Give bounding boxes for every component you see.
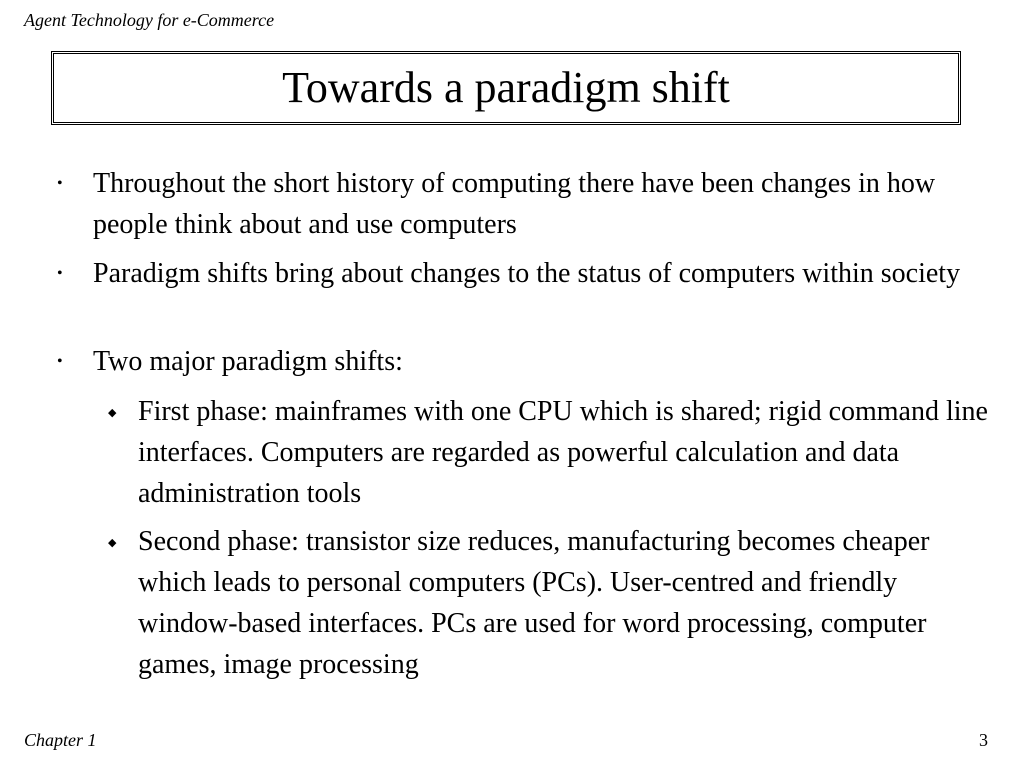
footer-page-number: 3 bbox=[979, 730, 988, 750]
title-box bbox=[51, 51, 961, 125]
bullet-item bbox=[57, 253, 993, 294]
bullet-text: Paradigm shifts bring about changes to the status of computers within society bbox=[93, 258, 961, 289]
header-course-title: Agent Technology for e-Commerce bbox=[24, 10, 275, 30]
bullet-dot-icon: • bbox=[57, 175, 63, 192]
sub-bullet-text: First phase: mainframes with one CPU which is shared; rigid command line interfaces. Computers are regarded as powerful calculation and data administration tools bbox=[138, 396, 988, 509]
bullet-dot-icon: • bbox=[57, 265, 63, 282]
bullet-item bbox=[57, 163, 993, 245]
sub-bullet-text: Second phase: transistor size reduces, manufacturing becomes cheaper which leads to personal computers (PCs). User-centred and friendly window-based interfaces. PCs are used for word processing, computer games, image processing bbox=[138, 526, 930, 680]
sub-bullet-item bbox=[108, 521, 998, 685]
bullet-text: Two major paradigm shifts: bbox=[93, 346, 403, 377]
sub-bullet-item bbox=[108, 391, 998, 514]
diamond-bullet-icon: ◆ bbox=[108, 537, 117, 549]
page-title: Towards a paradigm shift bbox=[282, 63, 730, 112]
bullet-item bbox=[57, 341, 993, 382]
bullet-text: Throughout the short history of computing there have been changes in how people think about and use computers bbox=[93, 168, 936, 240]
diamond-bullet-icon: ◆ bbox=[108, 407, 117, 419]
bullet-dot-icon: • bbox=[57, 353, 63, 370]
footer-chapter: Chapter 1 bbox=[24, 730, 97, 750]
